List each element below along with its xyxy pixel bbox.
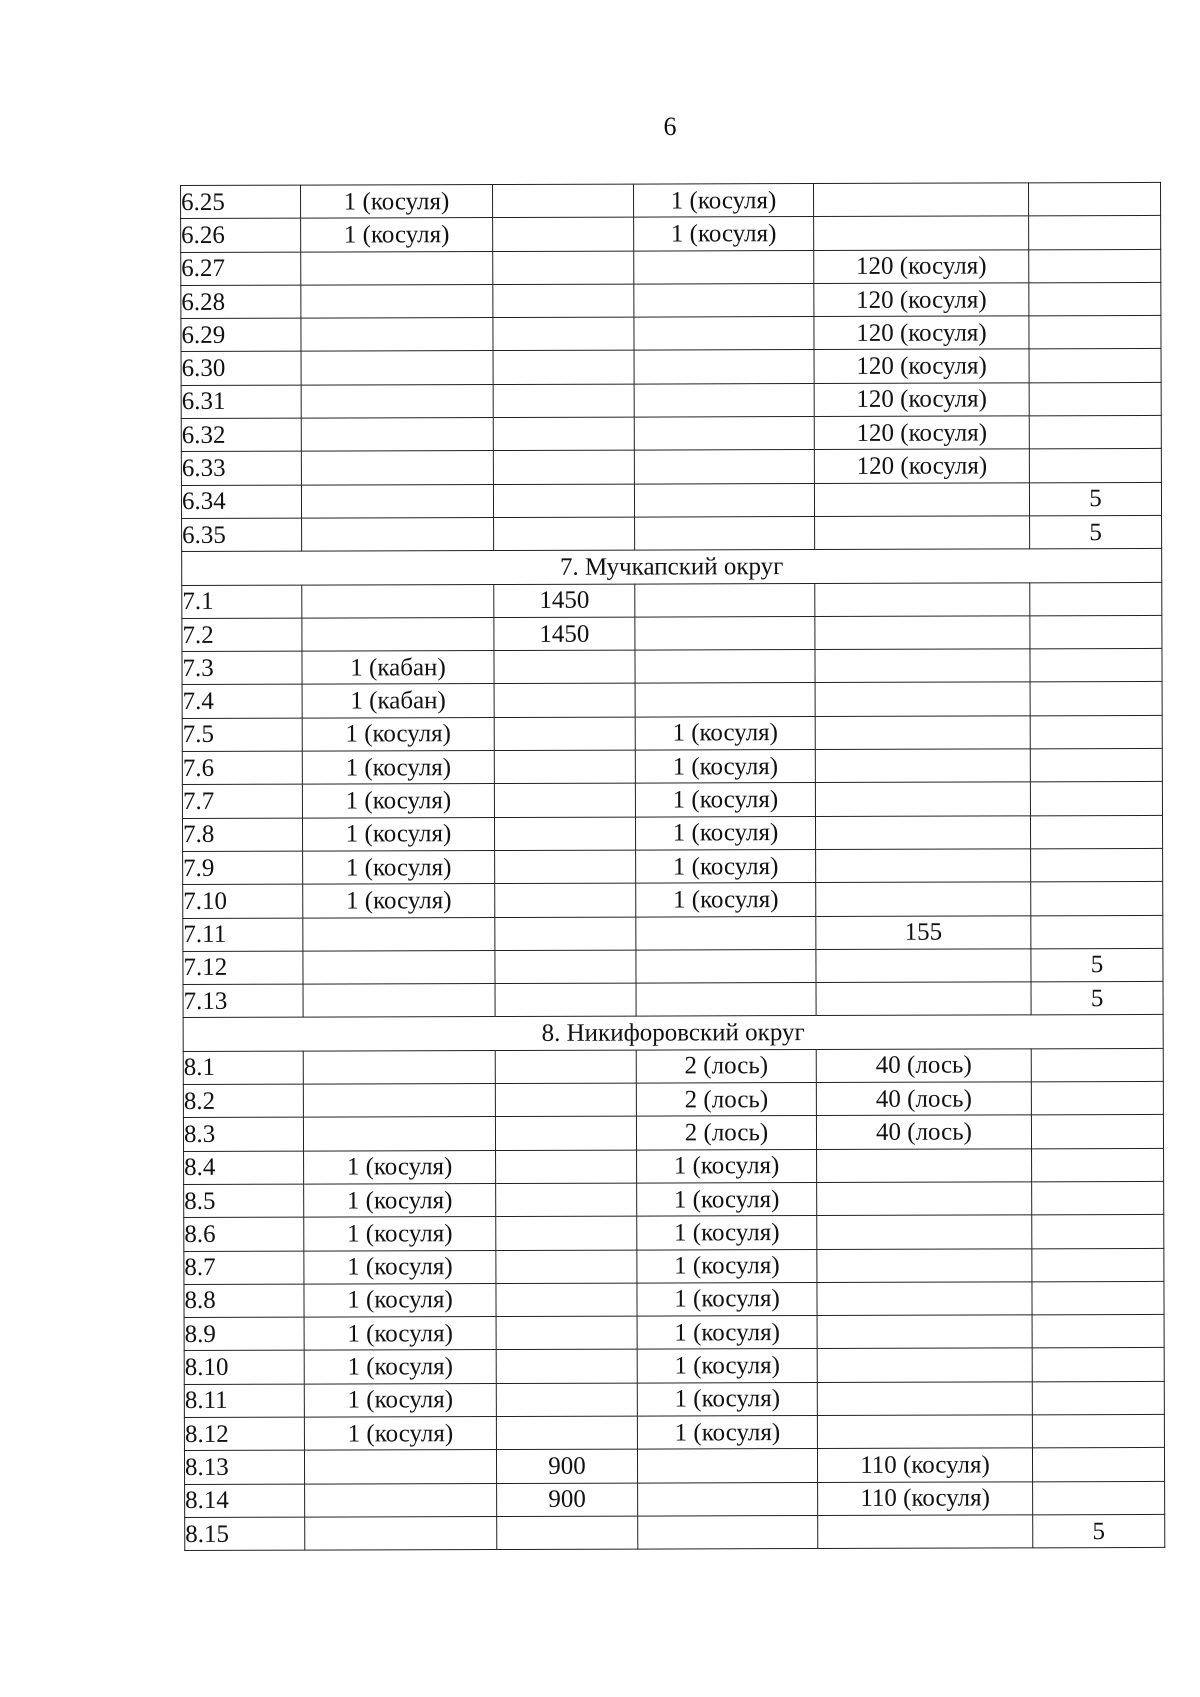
norm-cell [817, 1348, 1032, 1382]
area-cell [497, 1516, 638, 1550]
row-number-cell: 8.3 [183, 1117, 303, 1151]
area-cell [494, 817, 635, 851]
row-number-cell: 7.7 [182, 784, 302, 818]
area-cell: 900 [496, 1449, 637, 1483]
norm-cell: 120 (косуля) [814, 316, 1029, 350]
table-row [184, 1215, 1164, 1251]
table-row [181, 216, 1161, 252]
count-cell [1032, 1281, 1164, 1315]
table-row [185, 1481, 1165, 1517]
quota-cell [634, 283, 814, 317]
row-number-cell: 6.30 [181, 352, 301, 386]
count-cell [1029, 249, 1161, 283]
row-number-cell: 7.9 [183, 851, 303, 885]
area-cell [496, 1250, 637, 1284]
table-row [184, 1181, 1164, 1217]
count-cell [1032, 1315, 1164, 1349]
count-cell [1031, 882, 1163, 916]
quota-table-body [181, 182, 1165, 1550]
norm-cell [815, 749, 1030, 783]
area-cell [493, 417, 634, 451]
norm-cell: 155 [816, 915, 1031, 949]
table-row [184, 1348, 1164, 1384]
count-cell [1030, 782, 1162, 816]
count-cell [1030, 748, 1162, 782]
count-cell [1030, 649, 1162, 683]
row-number-cell: 7.8 [182, 818, 302, 852]
count-cell [1031, 915, 1163, 949]
count-cell [1032, 1148, 1164, 1182]
norm-cell [816, 949, 1031, 983]
count-cell [1032, 1215, 1164, 1249]
area-cell [494, 517, 635, 551]
area-cell [496, 1416, 637, 1450]
boar-roe-cell [301, 418, 493, 452]
area-cell [495, 917, 636, 951]
table-row [185, 1514, 1165, 1550]
area-cell [493, 384, 634, 418]
section-title: 8. Никифоровский округ [183, 1015, 1163, 1051]
quota-cell [636, 916, 816, 950]
norm-cell [815, 582, 1030, 616]
quota-cell: 1 (косуля) [635, 783, 815, 817]
count-cell: 5 [1031, 948, 1163, 982]
table-row [182, 515, 1162, 551]
table-row [183, 848, 1163, 884]
norm-cell [816, 882, 1031, 916]
norm-cell [815, 716, 1030, 750]
table-row [182, 715, 1162, 751]
norm-cell: 120 (косуля) [814, 416, 1029, 450]
count-cell [1032, 1248, 1164, 1282]
area-cell [493, 484, 634, 518]
table-row [183, 882, 1163, 918]
area-cell [496, 1349, 637, 1383]
row-number-cell: 6.31 [181, 385, 301, 419]
area-cell [494, 650, 635, 684]
area-cell [493, 217, 634, 251]
count-cell [1029, 382, 1161, 416]
area-cell [496, 1383, 637, 1417]
count-cell [1030, 615, 1162, 649]
table-row [184, 1148, 1164, 1184]
quota-cell: 1 (косуля) [637, 1182, 817, 1216]
boar-roe-cell [303, 950, 495, 984]
quota-cell: 2 (лось) [636, 1083, 816, 1117]
boar-roe-cell [301, 351, 493, 385]
quota-cell [635, 516, 815, 550]
boar-roe-cell [301, 251, 493, 285]
area-cell [493, 184, 634, 218]
norm-cell: 110 (косуля) [817, 1448, 1032, 1482]
norm-cell [818, 1515, 1033, 1549]
boar-roe-cell [301, 318, 493, 352]
row-number-cell: 7.1 [182, 585, 302, 619]
table-row [184, 1448, 1164, 1484]
table-row [182, 649, 1162, 685]
boar-roe-cell [303, 984, 495, 1018]
count-cell [1029, 316, 1161, 350]
quota-cell [634, 483, 814, 517]
table-row [184, 1281, 1164, 1317]
area-cell [494, 717, 635, 751]
row-number-cell: 8.4 [184, 1151, 304, 1185]
boar-roe-cell: 1 (косуля) [304, 1317, 496, 1351]
table-row [183, 1048, 1163, 1084]
table-row [183, 982, 1163, 1018]
quota-cell: 1 (косуля) [635, 816, 815, 850]
area-cell [493, 284, 634, 318]
boar-roe-cell: 1 (косуля) [304, 1250, 496, 1284]
norm-cell: 40 (лось) [816, 1049, 1031, 1083]
norm-cell [817, 1215, 1032, 1249]
area-cell [496, 1283, 637, 1317]
boar-roe-cell [303, 1050, 495, 1084]
table-row [183, 915, 1163, 951]
count-cell [1030, 715, 1162, 749]
count-cell [1032, 1448, 1164, 1482]
quota-cell: 1 (косуля) [636, 883, 816, 917]
row-number-cell: 6.28 [181, 285, 301, 319]
quota-cell: 1 (косуля) [637, 1316, 817, 1350]
norm-cell [814, 483, 1029, 517]
count-cell [1032, 1414, 1164, 1448]
boar-roe-cell: 1 (кабан) [302, 684, 494, 718]
row-number-cell: 8.5 [184, 1184, 304, 1218]
boar-roe-cell [301, 484, 493, 518]
area-cell [496, 1316, 637, 1350]
count-cell [1029, 349, 1161, 383]
norm-cell [817, 1315, 1032, 1349]
row-number-cell: 8.2 [183, 1084, 303, 1118]
boar-roe-cell [305, 1483, 497, 1517]
norm-cell [816, 849, 1031, 883]
count-cell [1033, 1481, 1165, 1515]
table-row [181, 482, 1161, 518]
quota-cell: 1 (косуля) [635, 716, 815, 750]
table-row [184, 1315, 1164, 1351]
table-row [182, 815, 1162, 851]
table-row [181, 382, 1161, 418]
boar-roe-cell [301, 284, 493, 318]
area-cell [496, 1150, 637, 1184]
table-row [181, 282, 1161, 318]
boar-roe-cell [301, 451, 493, 485]
table-row [181, 415, 1161, 451]
row-number-cell: 6.35 [182, 518, 302, 552]
quota-cell: 1 (косуля) [635, 750, 815, 784]
row-number-cell: 7.4 [182, 685, 302, 719]
area-cell: 1450 [494, 617, 635, 651]
count-cell [1029, 415, 1161, 449]
boar-roe-cell [304, 1450, 496, 1484]
count-cell [1032, 1348, 1164, 1382]
norm-cell [813, 183, 1028, 217]
row-number-cell: 6.25 [181, 185, 301, 219]
boar-roe-cell: 1 (косуля) [304, 1283, 496, 1317]
norm-cell [815, 682, 1030, 716]
table-row [184, 1381, 1164, 1417]
quota-cell: 2 (лось) [636, 1116, 816, 1150]
quota-cell: 1 (косуля) [637, 1249, 817, 1283]
boar-roe-cell [302, 617, 494, 651]
count-cell [1030, 815, 1162, 849]
boar-roe-cell [303, 917, 495, 951]
area-cell [493, 317, 634, 351]
boar-roe-cell: 1 (косуля) [302, 817, 494, 851]
norm-cell [817, 1282, 1032, 1316]
table-row [181, 249, 1161, 285]
row-number-cell: 8.14 [185, 1484, 305, 1518]
boar-roe-cell: 1 (косуля) [304, 1150, 496, 1184]
row-number-cell: 7.11 [183, 918, 303, 952]
area-cell [495, 1116, 636, 1150]
table-row [181, 182, 1161, 218]
quota-cell: 1 (косуля) [637, 1149, 817, 1183]
row-number-cell: 8.13 [184, 1450, 304, 1484]
norm-cell [815, 649, 1030, 683]
boar-roe-cell [305, 1516, 497, 1550]
row-number-cell: 6.34 [181, 485, 301, 519]
count-cell [1032, 1381, 1164, 1415]
norm-cell [817, 1148, 1032, 1182]
area-cell [495, 983, 636, 1017]
count-cell: 5 [1030, 515, 1162, 549]
norm-cell [815, 782, 1030, 816]
table-row [181, 449, 1161, 485]
row-number-cell: 7.12 [183, 951, 303, 985]
boar-roe-cell: 1 (косуля) [304, 1350, 496, 1384]
quota-cell [636, 949, 816, 983]
table-row [182, 782, 1162, 818]
quota-cell [634, 450, 814, 484]
row-number-cell: 6.27 [181, 252, 301, 286]
quota-cell: 1 (косуля) [633, 184, 813, 218]
row-number-cell: 8.6 [184, 1217, 304, 1251]
area-cell [496, 1183, 637, 1217]
boar-roe-cell: 1 (косуля) [304, 1416, 496, 1450]
quota-cell: 1 (косуля) [637, 1382, 817, 1416]
boar-roe-cell [301, 384, 493, 418]
norm-cell [815, 616, 1030, 650]
norm-cell [815, 516, 1030, 550]
row-number-cell: 8.15 [185, 1517, 305, 1551]
count-cell [1029, 449, 1161, 483]
boar-roe-cell: 1 (косуля) [301, 218, 493, 252]
area-cell [495, 1050, 636, 1084]
row-number-cell: 7.10 [183, 884, 303, 918]
row-number-cell: 8.8 [184, 1284, 304, 1318]
count-cell [1031, 848, 1163, 882]
table-row [184, 1248, 1164, 1284]
count-cell [1031, 1115, 1163, 1149]
row-number-cell: 7.13 [183, 984, 303, 1018]
area-cell [494, 684, 635, 718]
table-row [182, 748, 1162, 784]
row-number-cell: 6.26 [181, 218, 301, 252]
row-number-cell: 6.33 [181, 451, 301, 485]
table-row [183, 1081, 1163, 1117]
count-cell [1031, 1081, 1163, 1115]
table-row [184, 1414, 1164, 1450]
norm-cell [814, 216, 1029, 250]
row-number-cell: 7.2 [182, 618, 302, 652]
quota-table [180, 182, 1165, 1551]
section-row [182, 549, 1162, 585]
norm-cell: 120 (косуля) [814, 283, 1029, 317]
quota-cell [634, 317, 814, 351]
boar-roe-cell: 1 (кабан) [302, 651, 494, 685]
norm-cell: 120 (косуля) [814, 349, 1029, 383]
row-number-cell: 8.9 [184, 1317, 304, 1351]
section-row [183, 1015, 1163, 1051]
area-cell [496, 1216, 637, 1250]
area-cell [494, 783, 635, 817]
count-cell [1029, 282, 1161, 316]
quota-cell [638, 1515, 818, 1549]
row-number-cell: 8.1 [183, 1051, 303, 1085]
section-title: 7. Мучкапский округ [182, 549, 1162, 585]
area-cell: 900 [497, 1483, 638, 1517]
boar-roe-cell [302, 517, 494, 551]
row-number-cell: 8.10 [184, 1351, 304, 1385]
boar-roe-cell [302, 584, 494, 618]
area-cell [495, 850, 636, 884]
count-cell: 5 [1031, 982, 1163, 1016]
quota-cell [634, 383, 814, 417]
quota-cell [634, 417, 814, 451]
quota-cell: 2 (лось) [636, 1049, 816, 1083]
table-row [182, 582, 1162, 618]
boar-roe-cell: 1 (косуля) [303, 884, 495, 918]
table-row [182, 615, 1162, 651]
norm-cell [817, 1382, 1032, 1416]
quota-cell [634, 250, 814, 284]
norm-cell: 120 (косуля) [814, 449, 1029, 483]
page-number: 6 [663, 112, 677, 141]
quota-cell [636, 983, 816, 1017]
count-cell: 5 [1029, 482, 1161, 516]
norm-cell [817, 1415, 1032, 1449]
area-cell: 1450 [494, 584, 635, 618]
table-row [181, 316, 1161, 352]
count-cell: 5 [1033, 1514, 1165, 1548]
quota-cell [635, 616, 815, 650]
area-cell [495, 950, 636, 984]
count-cell [1029, 216, 1161, 250]
quota-cell: 1 (косуля) [637, 1282, 817, 1316]
boar-roe-cell: 1 (косуля) [304, 1217, 496, 1251]
count-cell [1030, 582, 1162, 616]
quota-table-wrapper [180, 182, 1164, 1551]
quota-cell: 1 (косуля) [637, 1216, 817, 1250]
row-number-cell: 8.7 [184, 1251, 304, 1285]
count-cell [1030, 682, 1162, 716]
row-number-cell: 8.11 [184, 1384, 304, 1418]
area-cell [495, 1083, 636, 1117]
area-cell [493, 251, 634, 285]
row-number-cell: 7.6 [182, 751, 302, 785]
row-number-cell: 7.5 [182, 718, 302, 752]
boar-roe-cell: 1 (косуля) [301, 185, 493, 219]
boar-roe-cell: 1 (косуля) [302, 784, 494, 818]
quota-cell [635, 650, 815, 684]
area-cell [494, 750, 635, 784]
boar-roe-cell: 1 (косуля) [302, 751, 494, 785]
table-row [182, 682, 1162, 718]
boar-roe-cell: 1 (косуля) [302, 717, 494, 751]
table-row [183, 948, 1163, 984]
row-number-cell: 8.12 [184, 1417, 304, 1451]
boar-roe-cell [303, 1117, 495, 1151]
quota-cell: 1 (косуля) [637, 1349, 817, 1383]
norm-cell: 120 (косуля) [814, 249, 1029, 283]
norm-cell [815, 815, 1030, 849]
table-row [181, 349, 1161, 385]
quota-cell [635, 583, 815, 617]
norm-cell [816, 982, 1031, 1016]
table-row [183, 1115, 1163, 1151]
row-number-cell: 6.32 [181, 418, 301, 452]
norm-cell: 110 (косуля) [818, 1481, 1033, 1515]
area-cell [495, 883, 636, 917]
quota-cell: 1 (косуля) [636, 849, 816, 883]
quota-cell: 1 (косуля) [637, 1415, 817, 1449]
boar-roe-cell [303, 1084, 495, 1118]
row-number-cell: 6.29 [181, 318, 301, 352]
count-cell [1031, 1048, 1163, 1082]
quota-cell [635, 683, 815, 717]
norm-cell: 120 (косуля) [814, 383, 1029, 417]
count-cell [1032, 1181, 1164, 1215]
row-number-cell: 7.3 [182, 651, 302, 685]
quota-cell [634, 350, 814, 384]
area-cell [493, 351, 634, 385]
norm-cell [817, 1182, 1032, 1216]
boar-roe-cell: 1 (косуля) [304, 1183, 496, 1217]
norm-cell [817, 1248, 1032, 1282]
norm-cell: 40 (лось) [816, 1115, 1031, 1149]
quota-cell [637, 1449, 817, 1483]
quota-cell [638, 1482, 818, 1516]
norm-cell: 40 (лось) [816, 1082, 1031, 1116]
area-cell [493, 450, 634, 484]
quota-cell: 1 (косуля) [634, 217, 814, 251]
boar-roe-cell: 1 (косуля) [304, 1383, 496, 1417]
count-cell [1028, 182, 1160, 216]
boar-roe-cell: 1 (косуля) [303, 850, 495, 884]
